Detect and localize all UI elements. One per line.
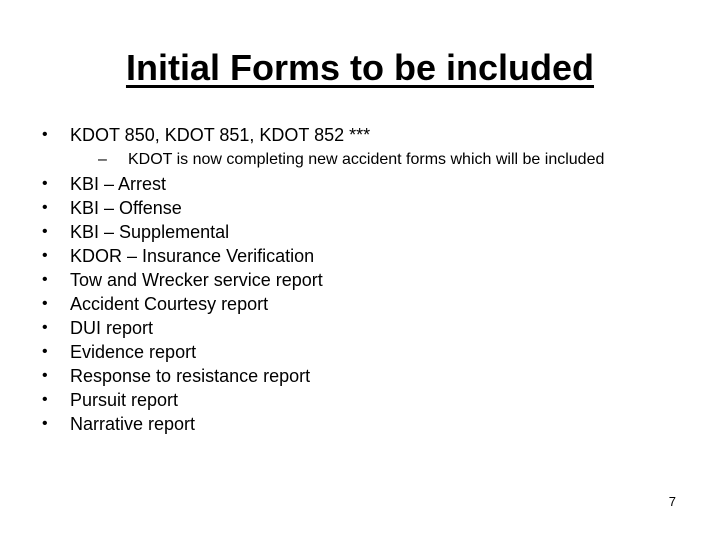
list-item-text: Evidence report [70, 342, 197, 362]
list-item-text: Response to resistance report [70, 366, 311, 386]
bullet-marker: • [42, 126, 48, 143]
bullet-marker: • [42, 391, 48, 408]
sub-bullet-marker: – [98, 151, 107, 168]
list-item-text: DUI report [70, 318, 154, 338]
list-item-text: KDOR – Insurance Verification [70, 246, 315, 266]
bullet-marker: • [42, 343, 48, 360]
list-item-text: Pursuit report [70, 390, 179, 410]
bullet-marker: • [42, 175, 48, 192]
list-item-text: KBI – Arrest [70, 174, 167, 194]
bullet-marker: • [42, 319, 48, 336]
bullet-marker: • [42, 295, 48, 312]
bullet-marker: • [42, 223, 48, 240]
list-item-text: Accident Courtesy report [70, 294, 269, 314]
page-number: 7 [668, 494, 676, 509]
list-item-text: Tow and Wrecker service report [70, 270, 323, 290]
bullet-marker: • [42, 271, 48, 288]
sub-list-item-text: KDOT is now completing new accident forms which will be included [128, 151, 605, 168]
list-item-text: KDOT 850, KDOT 851, KDOT 852 *** [70, 125, 371, 145]
bullet-marker: • [42, 199, 48, 216]
slide-title: Initial Forms to be included [125, 47, 595, 88]
bullet-marker: • [42, 367, 48, 384]
list-item-text: KBI – Offense [70, 198, 182, 218]
bullet-marker: • [42, 415, 48, 432]
list-item-text: KBI – Supplemental [70, 222, 230, 242]
bullet-marker: • [42, 247, 48, 264]
list-item-text: Narrative report [70, 414, 196, 434]
